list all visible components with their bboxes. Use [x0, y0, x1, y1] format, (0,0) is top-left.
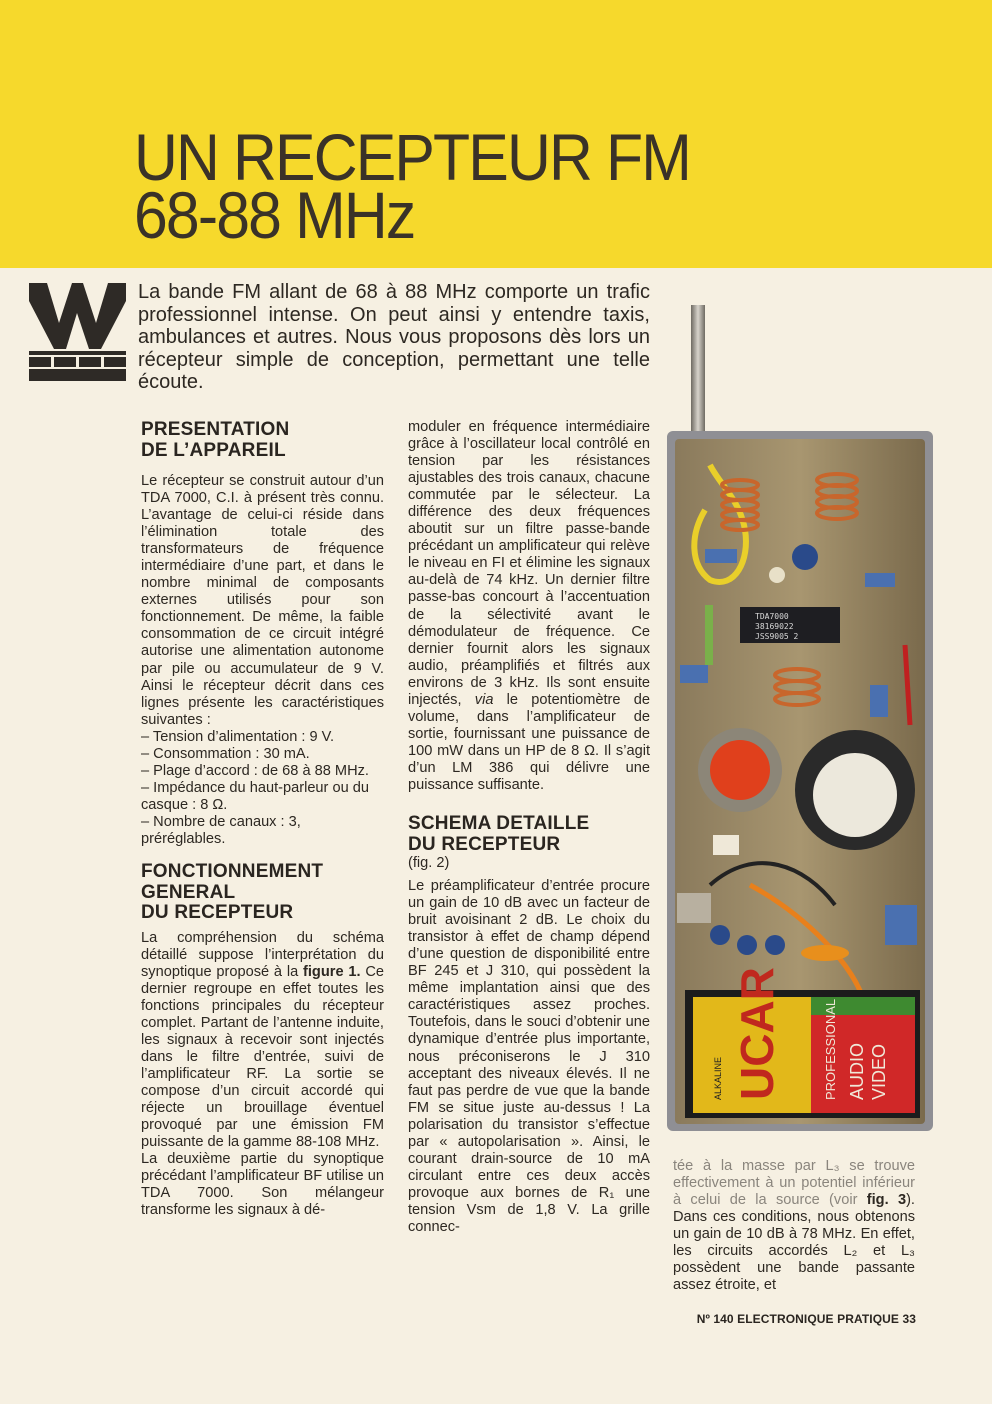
capacitor-blue	[680, 665, 708, 683]
svg-text:AUDIO: AUDIO	[847, 1042, 867, 1100]
capacitor	[737, 935, 757, 955]
paragraph: moduler en fréquence intermédiaire grâce à l’oscillateur local contrôlé en tension par les résistances ajustables des trois canaux, chacune commutée par le sélecteur. La différence des deux fréquences aboutit sur un filtre passe-bande précédant un amplificateur qui relève le niveau en FI et élimine les signaux au-delà de 74 kHz. Un dernier filtre passe-bas concourt à l’accentuation de la sélectivité avant le démodulateur de fréquence. Ce dernier fournit alors les signaux audio, préamplifiés et filtrés aux environs de 3 kHz. Ils sont ensuite injectés, via le potentiomètre de volume, dans l’amplificateur de sortie, fournissant une puissance de 100 mW dans un HP de 8 Ω. Il s’agit d’un LM 386 qui délivre une puissance suffisante.	[408, 419, 650, 793]
heading-presentation: PRESENTATION DE L’APPAREIL	[141, 419, 290, 461]
receiver-photo	[665, 305, 937, 1135]
intro-paragraph: La bande FM allant de 68 à 88 MHz comporte un trafic professionnel intense. On peut ainsi y entendre taxis, ambulances et autres. Nous vous proposons dès lors un récepteur simple de conception, permettant une telle écoute.	[138, 281, 650, 394]
column-2	[408, 419, 650, 1236]
heading-schema: SCHEMA DETAILLE DU RECEPTEUR	[408, 813, 590, 855]
title-line-1: UN RECEPTEUR FM	[134, 120, 691, 194]
trimmer	[885, 905, 917, 945]
paragraph: La deuxième partie du synoptique précédant l’amplificateur BF utilise un TDA 7000. Son mélangeur transforme les signaux à dé-	[141, 1151, 384, 1219]
title-line-2: 68-88 MHz	[134, 178, 415, 252]
capacitor-blue	[705, 549, 737, 563]
column-1	[141, 420, 384, 1219]
paragraph: Le préamplificateur d’entrée procure un gain de 10 dB avec un facteur de bruit avoisinant 2 dB. Le choix du transistor à effet de champ dépend d’une question de disponibilité entre BF 245 et J 310, qui possèdent la même implantation ainsi que des caractéristiques assez proches. Toutefois, dans le souci d’obtenir une dynamique d’entrée plus importante, nous préconiserons le J 310 acceptant des niveaux élevés. Il ne faut pas perdre de vue que la bande FM se situe juste au-dessus ! La polarisation du transistor s’effectue par « autopolarisation ». Ainsi, le courant drain-source de 10 mA circulant entre ces deux accès provoque aux bornes de R₁ une tension Vsm de 1,8 V. La grille connec-	[408, 878, 650, 1235]
svg-text:UCAR: UCAR	[731, 967, 783, 1100]
paragraph: Le récepteur se construit autour d’un TDA 7000, C.I. à présent très connu. L’avantage de celui-ci réside dans l’élimination totale des transformateurs de fréquence intermédiaire d’une part, et dans le nombre minimal de composants externes utilisés pour son fonctionnement. De même, la faible consommation de ce circuit intégré autorise une alimentation autonome par pile ou accumulateur de 9 V. Ainsi le récepteur décrit dans ces lignes présente les caractéristiques suivantes :	[141, 473, 384, 728]
resistor	[705, 605, 713, 665]
page-title	[134, 120, 870, 252]
svg-text:ALKALINE: ALKALINE	[713, 1056, 723, 1100]
svg-text:38169022: 38169022	[755, 622, 794, 631]
list-item: – Tension d’alimentation : 9 V.	[141, 728, 335, 745]
capacitor	[792, 544, 818, 570]
figure-reference: figure 1.	[303, 963, 361, 980]
svg-text:PROFESSIONAL: PROFESSIONAL	[823, 998, 838, 1100]
capacitor-orange	[801, 945, 849, 961]
svg-text:JSS9005 2: JSS9005 2	[755, 632, 799, 641]
jack-socket	[677, 893, 711, 923]
svg-text:TDA7000: TDA7000	[755, 612, 789, 621]
capacitor	[769, 567, 785, 583]
heading-fonctionnement: FONCTIONNEMENT GENERAL DU RECEPTEUR	[141, 861, 324, 924]
list-item: – Plage d’accord : de 68 à 88 MHz.	[141, 762, 369, 779]
capacitor	[765, 935, 785, 955]
figure-reference: fig. 3	[866, 1192, 907, 1209]
channel-knob	[710, 740, 770, 800]
list-item: – Impédance du haut-parleur ou du casque : 8 Ω.	[141, 779, 369, 813]
capacitor-blue	[865, 573, 895, 587]
trimmer	[870, 685, 888, 717]
list-item: – Nombre de canaux : 3, préréglables.	[141, 813, 301, 847]
w-logo-icon	[29, 283, 126, 381]
list-item: – Consommation : 30 mA.	[141, 745, 310, 762]
speaker-cone	[813, 753, 897, 837]
antenna	[691, 305, 705, 435]
paragraph: tée à la masse par L₃ se trouve effectivement à un potentiel inférieur à celui de la source (voir fig. 3). Dans ces conditions, nous obtenons un gain de 10 dB à 78 MHz. En effet, les circuits accordés L₂ et L₃ possèdent une bande passante assez étroite, et	[673, 1158, 915, 1294]
page-footer: Nº 140 ELECTRONIQUE PRATIQUE 33	[696, 1312, 916, 1326]
paragraph: La compréhension du schéma détaillé suppose l’interprétation du synoptique proposé à la figure 1. Ce dernier regroupe en effet toutes les fonctions principales du récepteur complet. Partant de l’antenne induite, les signaux à recevoir sont injectés dans le filtre d’entrée, suivi de l’amplificateur RF. La sortie se compose d’un circuit accordé qui réjecte un brouillage éventuel provoqué par une émission FM puissante de la gamme 88-108 MHz.	[141, 929, 384, 1151]
svg-text:VIDEO: VIDEO	[869, 1043, 889, 1100]
column-3	[673, 1158, 915, 1294]
italic-word: via	[474, 691, 494, 708]
component-label	[713, 835, 739, 855]
heading-figure-ref: (fig. 2)	[408, 855, 450, 872]
capacitor	[710, 925, 730, 945]
